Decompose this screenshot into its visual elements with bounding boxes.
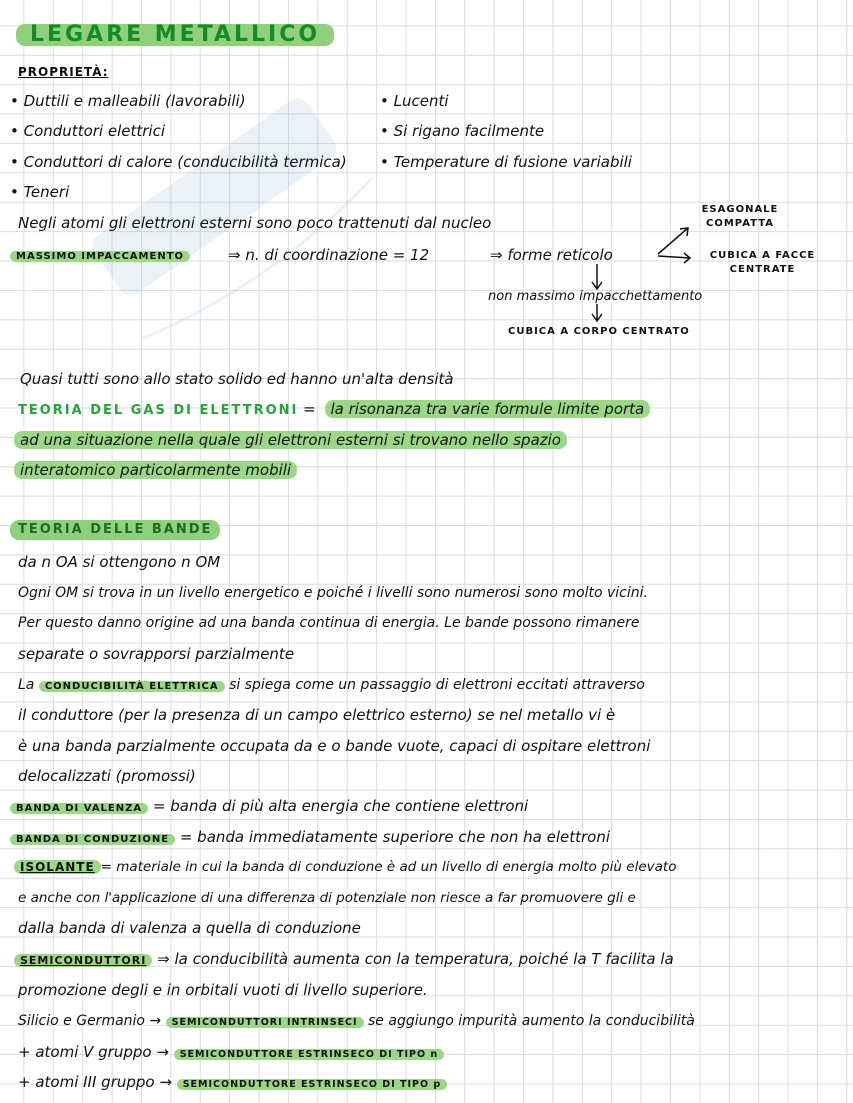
property-soft: • Teneri (10, 183, 70, 201)
property-electric: • Conduttori elettrici (10, 122, 165, 140)
p-type-line: + atomi III gruppo → SEMICONDUTTORE ESTRINSECO DI TIPO p (18, 1073, 447, 1094)
gas-theory-text-1: la risonanza tra varie formule limite porta (325, 400, 651, 418)
p-type-label: SEMICONDUTTORE ESTRINSECO DI TIPO p (177, 1079, 447, 1090)
arrow-to-fcc (658, 256, 690, 258)
conductivity-line: La CONDUCIBILITÀ ELETTRICA si spiega come un passaggio di elettroni eccitati attraverso (18, 677, 645, 693)
gas-theory-line-3: interatomico particolarmente mobili (14, 461, 297, 479)
packing-label: MASSIMO IMPACCAMENTO (10, 248, 190, 266)
bands-line-3: Per questo danno origine ad una banda continua di energia. Le bande possono rimanere (18, 615, 640, 631)
n-type-label: SEMICONDUTTORE ESTRINSECO DI TIPO n (174, 1049, 444, 1060)
property-ductile: • Duttili e malleabili (lavorabili) (10, 92, 246, 110)
hexagonal-compact: ESAGONALE COMPATTA (701, 204, 779, 229)
conductivity-line-2: il conduttore (per la presenza di un campo elettrico esterno) se nel metallo vi è (18, 706, 616, 724)
atoms-line: Negli atomi gli elettroni esterni sono poco trattenuti dal nucleo (18, 214, 492, 232)
bands-line-4: separate o sovrapporsi parzialmente (18, 645, 295, 663)
n-type-line: + atomi V gruppo → SEMICONDUTTORE ESTRINSECO DI TIPO n (18, 1043, 444, 1064)
arrow-to-hexagonal (658, 228, 688, 254)
coordination-number: ⇒ n. di coordinazione = 12 (228, 246, 430, 264)
fcc-label: CUBICA A FACCE CENTRATE (709, 250, 816, 275)
property-heat: • Conduttori di calore (conducibilità termica) (10, 153, 347, 171)
valence-band-label: BANDA DI VALENZA (10, 803, 148, 814)
bands-line-1: da n OA si ottengono n OM (18, 553, 221, 571)
conductivity-line-4: delocalizzati (promossi) (18, 767, 196, 785)
semiconductors-line-2: promozione degli e in orbitali vuoti di livello superiore. (18, 981, 428, 999)
property-shiny: • Lucenti (380, 92, 449, 110)
conductivity-line-3: è una banda parzialmente occupata da e o bande vuote, capaci di ospitare elettroni (18, 737, 651, 755)
bands-heading: TEORIA DELLE BANDE (10, 520, 220, 540)
property-scratch: • Si rigano facilmente (380, 122, 545, 140)
solid-state-line: Quasi tutti sono allo stato solido ed hanno un'alta densità (20, 370, 454, 388)
gas-theory-label: TEORIA DEL GAS DI ELETTRONI (18, 403, 299, 418)
intrinsic-label: SEMICONDUTTORI INTRINSECI (166, 1017, 364, 1028)
properties-heading: PROPRIETÀ: (18, 65, 109, 79)
insulator-line-1: ISOLANTE = materiale in cui la banda di conduzione è ad un livello di energia molto più elevato (14, 858, 676, 876)
lattice-forms: ⇒ forme reticolo (490, 246, 613, 264)
conduction-band-line: BANDA DI CONDUZIONE = banda immediatamente superiore che non ha elettroni (10, 828, 610, 849)
page-title: LEGARE METALLICO (16, 24, 334, 46)
gas-theory-line-1: TEORIA DEL GAS DI ELETTRONI = la risonanza tra varie formule limite porta (18, 400, 650, 420)
gas-theory-line-2: ad una situazione nella quale gli elettroni esterni si trovano nello spazio (14, 431, 567, 449)
property-melting: • Temperature di fusione variabili (380, 153, 632, 171)
valence-band-line: BANDA DI VALENZA = banda di più alta energia che contiene elettroni (10, 797, 528, 818)
insulator-line-3: dalla banda di valenza a quella di conduzione (18, 919, 361, 937)
intrinsic-line: Silicio e Germanio → SEMICONDUTTORI INTRINSECI se aggiungo impurità aumento la conducibilità (18, 1013, 695, 1029)
bands-line-2: Ogni OM si trova in un livello energetico e poiché i livelli sono numerosi sono molto vicini. (18, 585, 648, 601)
insulator-label: ISOLANTE (14, 860, 101, 874)
insulator-line-2: e anche con l'applicazione di una differenza di potenziale non riesce a far promuovere gli e (18, 890, 636, 906)
semiconductors-line-1: SEMICONDUTTORI ⇒ la conducibilità aumenta con la temperatura, poiché la T facilita la (14, 950, 674, 970)
semiconductors-label: SEMICONDUTTORI (14, 954, 152, 967)
non-max-packing: non massimo impacchettamento (488, 289, 703, 304)
conductivity-label: CONDUCIBILITÀ ELETTRICA (39, 681, 225, 692)
conduction-band-label: BANDA DI CONDUZIONE (10, 834, 175, 845)
bcc-label: CUBICA A CORPO CENTRATO (508, 326, 690, 337)
